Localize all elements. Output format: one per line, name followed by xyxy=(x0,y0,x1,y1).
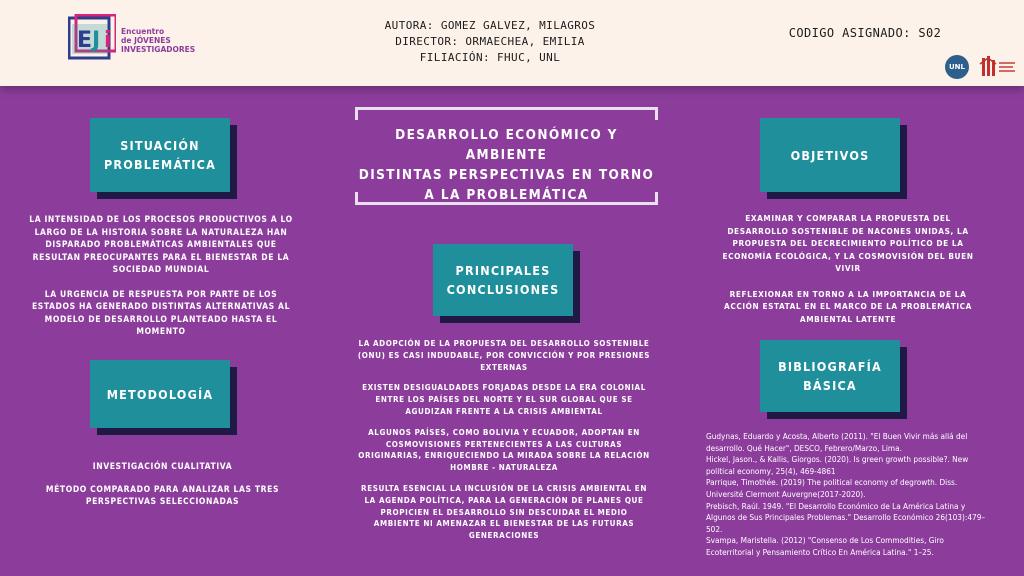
conclusiones-heading-box xyxy=(433,244,573,316)
objetivos-heading: OBJETIVOS xyxy=(790,147,870,163)
bibliography-line: Algunos de Sus Principales Problemas." Desarrollo Económico 26(103):479– xyxy=(706,512,986,523)
svg-text:E: E xyxy=(77,28,93,53)
eji-logo-icon xyxy=(68,14,116,60)
paragraph: MÉTODO COMPARADO PARA ANALIZAR LAS TRES PERSPECTIVAS SELECCIONADAS xyxy=(45,484,280,507)
poster-title: DESARROLLO ECONÓMICO Y AMBIENTE DISTINTAS PERSPECTIVAS EN TORNO A LA PROBLEMÁTICA xyxy=(358,127,655,203)
svg-text:J: J xyxy=(92,28,101,53)
objetivos-heading-box xyxy=(760,118,900,192)
bibliography-line: political economy, 25(4), 469-4861 xyxy=(706,465,836,476)
metodologia-text xyxy=(40,461,285,521)
conclusiones-text xyxy=(356,338,652,554)
director-line: DIRECTOR: ORMAECHEA, EMILIA xyxy=(395,35,585,48)
bibliography-line: Svampa, Maristella. (2012) "Consenso de Los Commodities, Giro xyxy=(706,535,944,546)
paragraph: REFLEXIONAR EN TORNO A LA IMPORTANCIA DE LA ACCIÓN ESTATAL EN EL MARCO DE LA PROBLEMÁTICA AMBIENTAL LATENTE xyxy=(724,288,972,324)
header-bar xyxy=(0,0,1024,86)
paragraph: ALGUNOS PAÍSES, COMO BOLIVIA Y ECUADOR, ADOPTAN EN COSMOVISIONES PERTENECIENTES A LAS CULTURAS ORIGINARIAS, ENRIQUECIENDO LA MIRADA SOBRE LA RELACIÓN HOMBRE - NATURALEZA xyxy=(358,427,650,473)
paragraph: LA URGENCIA DE RESPUESTA POR PARTE DE LOS ESTADOS HA GENERADO DISTINTAS ALTERNATIVAS AL MODELO DE DESARROLLO PLANTEADO HASTA EL MOMENTO xyxy=(31,289,291,337)
situacion-heading-line: SITUACIÓN xyxy=(120,138,200,153)
bibliography-line: Parrique, Timothée. (2019) The political economy of degrowth. Diss. xyxy=(706,477,958,488)
bibliography-line: Prebisch, Raúl. 1949. "El Desarrollo Económico de La América Latina y xyxy=(706,500,966,511)
svg-text:i: i xyxy=(104,28,112,53)
bibliografia-heading-line: BIBLIOGRAFÍA xyxy=(778,359,882,374)
eji-logo-text: Encuentro de JÓVENES INVESTIGADORES xyxy=(121,27,196,54)
objetivos-text xyxy=(718,212,978,337)
author-line: AUTORA: GOMEZ GALVEZ, MILAGROS xyxy=(384,19,596,32)
conclusiones-heading-line: CONCLUSIONES xyxy=(446,282,560,297)
bibliography-line: Ecoterritorial y Pensamiento Crítico En América Latina." 1–25. xyxy=(706,546,934,557)
conclusiones-heading-line: PRINCIPALES xyxy=(455,263,551,278)
bibliography-line: Gudynas, Eduardo y Acosta, Alberto (2011). "El Buen Vivir más allá del xyxy=(706,431,968,441)
bibliography-line: Université Clermont Auvergne(2017-2020). xyxy=(706,488,866,499)
metodologia-heading-box xyxy=(90,360,230,428)
paragraph: EXISTEN DESIGUALDADES FORJADAS DESDE LA ERA COLONIAL ENTRE LOS PAÍSES DEL NORTE Y EL SUR GLOBAL QUE SE AGUDIZAN FRENTE A LA CRISIS AMBIENTAL xyxy=(362,383,646,416)
paragraph: RESULTA ESENCIAL LA INCLUSIÓN DE LA CRISIS AMBIENTAL EN LA AGENDA POLÍTICA, PARA LA GENERACIÓN DE PLANES QUE PROPICIEN EL DESARROLLO SIN DESCUIDAR EL MEDIO AMBIENTE NI AMENAZAR EL BIENESTAR DE LAS FUTURAS GENERACIONES xyxy=(361,483,647,541)
affiliation-line: FILIACIÓN: FHUC, UNL xyxy=(419,51,561,64)
paragraph: INVESTIGACIÓN CUALITATIVA xyxy=(92,462,233,472)
bibliografia-heading-box xyxy=(760,340,900,412)
situacion-text xyxy=(22,214,300,351)
bibliography-list xyxy=(706,431,996,559)
bibliography-line: 502. xyxy=(706,523,723,534)
unl-logo-icon: UNL xyxy=(945,55,969,79)
paragraph: LA ADOPCIÓN DE LA PROPUESTA DEL DESARROLLO SOSTENIBLE (ONU) ES CASI INDUDABLE, POR CONVICCIÓN Y POR PRESIONES EXTERNAS xyxy=(357,339,651,372)
paragraph: EXAMINAR Y COMPARAR LA PROPUESTA DEL DESARROLLO SOSTENIBLE DE NACONES UNIDAS, LA PROPUESTA DEL DECRECIMIENTO POLÍTICO DE LA ECONOMÍA ECOLÓGICA, Y LA COSMOVISIÓN DEL BUEN VIVIR xyxy=(722,213,974,273)
paragraph: LA INTENSIDAD DE LOS PROCESOS PRODUCTIVOS A LO LARGO DE LA HISTORIA SOBRE LA NATURALEZA HAN DISPARADO PROBLEMÁTICAS AMBIENTALES QUE RESULTAN PREOCUPANTES PARA EL BIENESTAR DE LA SOCIEDAD MUNDIAL xyxy=(29,215,293,275)
fhuc-logo-icon xyxy=(978,54,1018,80)
bibliography-line: Hickel, Jason., & Kallis, Giorgos. (2020). Is green growth possible?. New xyxy=(706,454,969,465)
metodologia-heading: METODOLOGÍA xyxy=(106,386,214,402)
bibliography-line: desarrollo. Qué Hacer", DESCO, Febrero/Marzo, Lima. xyxy=(706,442,902,453)
situacion-heading-line: PROBLEMÁTICA xyxy=(103,157,216,172)
author-info xyxy=(330,18,650,66)
assigned-code: CODIGO ASIGNADO: S02 xyxy=(788,26,942,40)
bibliografia-heading-line: BÁSICA xyxy=(803,378,857,393)
situacion-heading-box xyxy=(90,118,230,192)
